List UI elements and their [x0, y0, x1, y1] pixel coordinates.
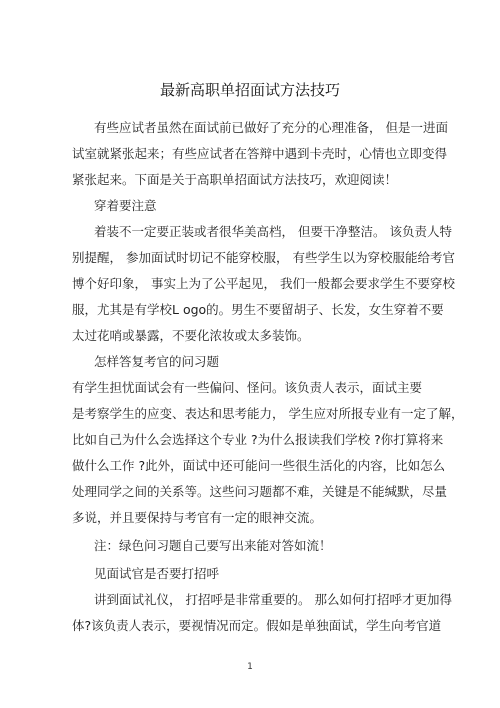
text-line: 有些应试者虽然在面试前已做好了充分的心理准备， 但是一进面: [94, 120, 448, 135]
page-number: 1: [247, 662, 253, 672]
text-line: 有学生担忧面试会有一些偏问、怪问。该负责人表示，面试主要: [72, 380, 423, 395]
text-line: 比如自己为什么会选择这个专业 ?为什么报读我们学校 ?你打算将来: [72, 432, 444, 447]
section-heading: 穿着要注意: [94, 198, 157, 213]
text-line: 是考察学生的应变、表达和思考能力， 学生应对所报专业有一定了解，: [72, 406, 464, 421]
section-heading: 怎样答复考官的问习题: [94, 354, 220, 369]
document-title: 最新高职单招面试方法技巧: [159, 81, 340, 99]
text-line: 服，尤其是有学校L ogo的。男生不要留胡子、长发，女生穿着不要: [72, 302, 444, 317]
text-line: 处理同学之间的关系等。这些问习题都不难，关键是不能缄默，尽量: [72, 484, 448, 499]
text-line: 讲到面试礼仪， 打招呼是非常重要的。 那么如何打招呼才更加得: [94, 592, 452, 607]
text-line: 着装不一定要正装或者很华美高档， 但要干净整洁。 该负责人特: [94, 224, 452, 239]
text-line: 别提醒， 参加面试时切记不能穿校服， 有些学生以为穿校服能给考官: [72, 250, 455, 265]
text-line: 试室就紧张起来；有些应试者在答辩中遇到卡壳时，心情也立即变得: [72, 146, 448, 161]
section-heading: 见面试官是否要打招呼: [94, 566, 220, 581]
text-line: 体?该负责人表示，要视情况而定。假如是单独面试，学生向考官道: [72, 618, 442, 633]
text-line: 博个好印象， 事实上为了公平起见， 我们一般都会要求学生不要穿校: [72, 276, 455, 291]
text-line: 多说，并且要保持与考官有一定的眼神交流。: [72, 510, 323, 525]
text-line: 紧张起来。下面是关于高职单招面试方法技巧，欢迎阅读！: [72, 172, 398, 187]
note-line: 注：绿色问习题自己要写出来能对答如流！: [94, 538, 332, 553]
text-line: 太过花哨或暴露，不要化浓妆或太多装饰。: [72, 328, 310, 343]
text-line: 做什么工作 ?此外，面试中还可能问一些很生活化的内容，比如怎么: [72, 458, 446, 473]
